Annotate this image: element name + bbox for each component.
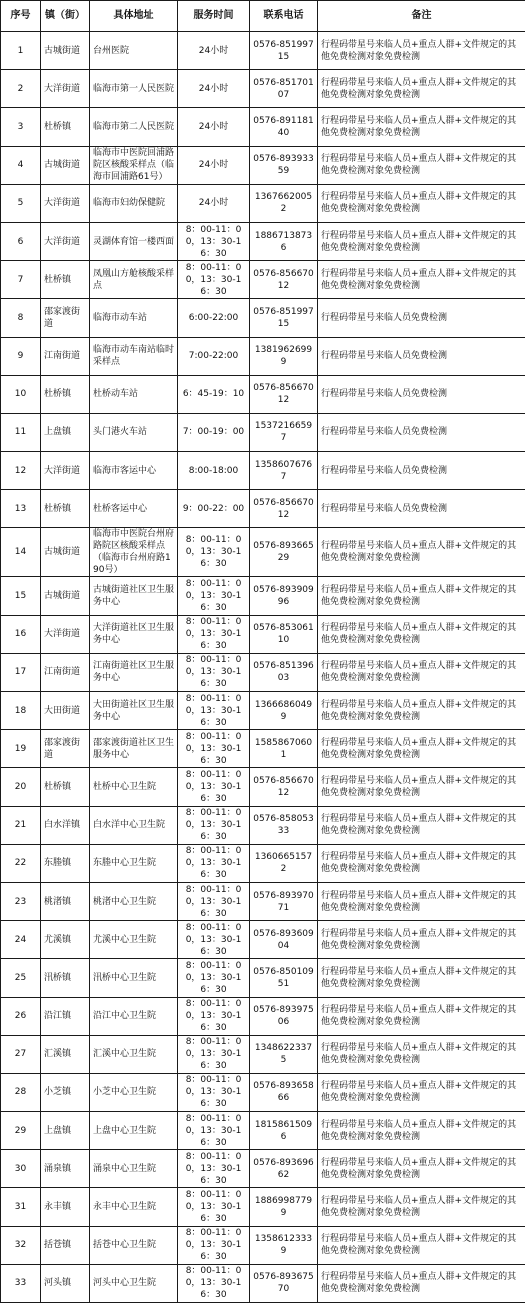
cell-note: 行程码带星号来临人员+重点人群+文件规定的其他免费检测对象免费检测 [318, 997, 525, 1035]
cell-phone: 0576-89397071 [250, 882, 318, 920]
table-row [1, 1035, 525, 1073]
cell-address: 东塍中心卫生院 [90, 844, 178, 882]
cell-service-hours: 8：00-11：00，13：30-16：30 [178, 528, 250, 577]
cell-service-hours: 8：00-11：00，13：30-16：30 [178, 1226, 250, 1264]
cell-service-hours: 24小时 [178, 146, 250, 184]
cell-town: 邵家渡街道 [41, 299, 90, 337]
cell-service-hours: 8：00-11：00，13：30-16：30 [178, 692, 250, 730]
cell-service-hours: 7:00-22:00 [178, 337, 250, 375]
table-row [1, 452, 525, 490]
cell-note: 行程码带星号来临人员+重点人群+文件规定的其他免费检测对象免费检测 [318, 730, 525, 768]
cell-note: 行程码带星号来临人员+重点人群+文件规定的其他免费检测对象免费检测 [318, 1035, 525, 1073]
cell-address: 古城街道社区卫生服务中心 [90, 577, 178, 615]
cell-phone: 0576-89367570 [250, 1264, 318, 1302]
cell-address: 临海市妇幼保健院 [90, 184, 178, 222]
table-row [1, 1264, 525, 1302]
cell-service-hours: 8：00-11：00，13：30-16：30 [178, 768, 250, 806]
cell-address: 杜桥中心卫生院 [90, 768, 178, 806]
cell-address: 小芝中心卫生院 [90, 1073, 178, 1111]
cell-address: 台州医院 [90, 32, 178, 70]
cell-address: 大洋街道社区卫生服务中心 [90, 615, 178, 653]
cell-serial-no: 6 [1, 222, 41, 260]
cell-phone: 0576-89360904 [250, 921, 318, 959]
table-row [1, 1112, 525, 1150]
cell-phone: 13486223375 [250, 1035, 318, 1073]
cell-serial-no: 13 [1, 490, 41, 528]
table-row [1, 730, 525, 768]
table-row [1, 184, 525, 222]
cell-address: 临海市第一人民医院 [90, 70, 178, 108]
cell-address: 杜桥客运中心 [90, 490, 178, 528]
cell-note: 行程码带星号来临人员+重点人群+文件规定的其他免费检测对象免费检测 [318, 261, 525, 299]
cell-service-hours: 24小时 [178, 70, 250, 108]
header-town: 镇（街） [41, 1, 90, 32]
cell-note: 行程码带星号来临人员+重点人群+文件规定的其他免费检测对象免费检测 [318, 921, 525, 959]
cell-service-hours: 24小时 [178, 32, 250, 70]
table-row [1, 959, 525, 997]
cell-address: 临海市客运中心 [90, 452, 178, 490]
cell-town: 古城街道 [41, 528, 90, 577]
table-row [1, 768, 525, 806]
cell-address: 杜桥动车站 [90, 375, 178, 413]
cell-town: 沿江镇 [41, 997, 90, 1035]
cell-service-hours: 8：00-11：00，13：30-16：30 [178, 1035, 250, 1073]
cell-phone: 0576-85010951 [250, 959, 318, 997]
header-serial-no: 序号 [1, 1, 41, 32]
cell-phone: 0576-85667012 [250, 375, 318, 413]
cell-town: 白水洋镇 [41, 806, 90, 844]
header-address: 具体地址 [90, 1, 178, 32]
cell-town: 杜桥镇 [41, 490, 90, 528]
cell-note: 行程码带星号来临人员免费检测 [318, 375, 525, 413]
cell-note: 行程码带星号来临人员+重点人群+文件规定的其他免费检测对象免费检测 [318, 108, 525, 146]
cell-phone: 18867138736 [250, 222, 318, 260]
cell-note: 行程码带星号来临人员免费检测 [318, 299, 525, 337]
cell-address: 江南街道社区卫生服务中心 [90, 653, 178, 691]
cell-phone: 0576-85139603 [250, 653, 318, 691]
cell-serial-no: 9 [1, 337, 41, 375]
cell-address: 凤凰山方舱核酸采样点 [90, 261, 178, 299]
cell-serial-no: 24 [1, 921, 41, 959]
cell-service-hours: 8：00-11：00，13：30-16：30 [178, 1264, 250, 1302]
cell-service-hours: 8：00-11：00，13：30-16：30 [178, 1112, 250, 1150]
cell-serial-no: 33 [1, 1264, 41, 1302]
cell-note: 行程码带星号来临人员+重点人群+文件规定的其他免费检测对象免费检测 [318, 1073, 525, 1111]
cell-service-hours: 24小时 [178, 184, 250, 222]
cell-phone: 13586076767 [250, 452, 318, 490]
cell-town: 古城街道 [41, 32, 90, 70]
cell-note: 行程码带星号来临人员+重点人群+文件规定的其他免费检测对象免费检测 [318, 692, 525, 730]
cell-serial-no: 7 [1, 261, 41, 299]
cell-serial-no: 16 [1, 615, 41, 653]
cell-service-hours: 8：00-11：00，13：30-16：30 [178, 1073, 250, 1111]
cell-note: 行程码带星号来临人员+重点人群+文件规定的其他免费检测对象免费检测 [318, 615, 525, 653]
cell-phone: 0576-89369662 [250, 1150, 318, 1188]
table-row [1, 806, 525, 844]
cell-phone: 0576-85170107 [250, 70, 318, 108]
cell-service-hours: 6:00-22:00 [178, 299, 250, 337]
table-row [1, 844, 525, 882]
cell-note: 行程码带星号来临人员+重点人群+文件规定的其他免费检测对象免费检测 [318, 1226, 525, 1264]
cell-town: 杜桥镇 [41, 768, 90, 806]
cell-note: 行程码带星号来临人员免费检测 [318, 413, 525, 451]
cell-address: 涌泉中心卫生院 [90, 1150, 178, 1188]
cell-service-hours: 6：45-19：10 [178, 375, 250, 413]
cell-serial-no: 8 [1, 299, 41, 337]
cell-service-hours: 8：00-11：00，13：30-16：30 [178, 653, 250, 691]
cell-phone: 0576-85667012 [250, 768, 318, 806]
cell-service-hours: 8：00-11：00，13：30-16：30 [178, 730, 250, 768]
cell-phone: 13586123339 [250, 1226, 318, 1264]
cell-phone: 0576-89365866 [250, 1073, 318, 1111]
cell-town: 大洋街道 [41, 184, 90, 222]
cell-address: 临海市中医院回浦路院区核酸采样点（临海市回浦路61号） [90, 146, 178, 184]
cell-phone: 13676620052 [250, 184, 318, 222]
cell-address: 桃渚中心卫生院 [90, 882, 178, 920]
cell-serial-no: 28 [1, 1073, 41, 1111]
cell-note: 行程码带星号来临人员+重点人群+文件规定的其他免费检测对象免费检测 [318, 70, 525, 108]
cell-serial-no: 4 [1, 146, 41, 184]
cell-address: 临海市动车南站临时采样点 [90, 337, 178, 375]
cell-serial-no: 31 [1, 1188, 41, 1226]
cell-town: 上盘镇 [41, 1112, 90, 1150]
cell-town: 尤溪镇 [41, 921, 90, 959]
table-row [1, 1073, 525, 1111]
cell-town: 永丰镇 [41, 1188, 90, 1226]
cell-serial-no: 32 [1, 1226, 41, 1264]
cell-service-hours: 8：00-11：00，13：30-16：30 [178, 959, 250, 997]
cell-phone: 0576-89366529 [250, 528, 318, 577]
cell-address: 临海市中医院台州府路院区核酸采样点（临海市台州府路190号） [90, 528, 178, 577]
cell-service-hours: 9：00-22：00 [178, 490, 250, 528]
header-row [1, 1, 525, 32]
cell-address: 汇溪中心卫生院 [90, 1035, 178, 1073]
cell-service-hours: 7：00-19：00 [178, 413, 250, 451]
cell-serial-no: 25 [1, 959, 41, 997]
table-row [1, 997, 525, 1035]
cell-serial-no: 2 [1, 70, 41, 108]
table-row [1, 1188, 525, 1226]
table-row [1, 32, 525, 70]
cell-service-hours: 24小时 [178, 108, 250, 146]
cell-town: 大洋街道 [41, 222, 90, 260]
cell-service-hours: 8:00-18:00 [178, 452, 250, 490]
cell-serial-no: 15 [1, 577, 41, 615]
cell-note: 行程码带星号来临人员免费检测 [318, 337, 525, 375]
cell-address: 灵湖体育馆一楼西面 [90, 222, 178, 260]
cell-note: 行程码带星号来临人员+重点人群+文件规定的其他免费检测对象免费检测 [318, 577, 525, 615]
cell-town: 桃渚镇 [41, 882, 90, 920]
cell-address: 河头中心卫生院 [90, 1264, 178, 1302]
cell-town: 江南街道 [41, 337, 90, 375]
cell-town: 江南街道 [41, 653, 90, 691]
cell-service-hours: 8：00-11：00，13：30-16：30 [178, 261, 250, 299]
cell-phone: 0576-85805333 [250, 806, 318, 844]
cell-note: 行程码带星号来临人员+重点人群+文件规定的其他免费检测对象免费检测 [318, 806, 525, 844]
cell-service-hours: 8：00-11：00，13：30-16：30 [178, 577, 250, 615]
table-row [1, 70, 525, 108]
cell-note: 行程码带星号来临人员+重点人群+文件规定的其他免费检测对象免费检测 [318, 653, 525, 691]
cell-phone: 0576-85199715 [250, 299, 318, 337]
cell-town: 东塍镇 [41, 844, 90, 882]
cell-phone: 13666860499 [250, 692, 318, 730]
table-row [1, 653, 525, 691]
cell-phone: 0576-85306110 [250, 615, 318, 653]
cell-phone: 15858670601 [250, 730, 318, 768]
cell-town: 大洋街道 [41, 452, 90, 490]
cell-phone: 0576-85667012 [250, 261, 318, 299]
cell-address: 尤溪中心卫生院 [90, 921, 178, 959]
header-phone: 联系电话 [250, 1, 318, 32]
cell-note: 行程码带星号来临人员+重点人群+文件规定的其他免费检测对象免费检测 [318, 1150, 525, 1188]
cell-town: 括苍镇 [41, 1226, 90, 1264]
cell-town: 古城街道 [41, 577, 90, 615]
cell-note: 行程码带星号来临人员+重点人群+文件规定的其他免费检测对象免费检测 [318, 222, 525, 260]
cell-serial-no: 30 [1, 1150, 41, 1188]
cell-serial-no: 17 [1, 653, 41, 691]
header-service-hours: 服务时间 [178, 1, 250, 32]
cell-note: 行程码带星号来临人员+重点人群+文件规定的其他免费检测对象免费检测 [318, 844, 525, 882]
cell-town: 上盘镇 [41, 413, 90, 451]
table-row [1, 577, 525, 615]
cell-town: 大田街道 [41, 692, 90, 730]
cell-serial-no: 14 [1, 528, 41, 577]
cell-note: 行程码带星号来临人员+重点人群+文件规定的其他免费检测对象免费检测 [318, 32, 525, 70]
table-row [1, 261, 525, 299]
cell-town: 涌泉镇 [41, 1150, 90, 1188]
cell-service-hours: 8：00-11：00，13：30-16：30 [178, 1188, 250, 1226]
table-header [1, 1, 525, 32]
table-row [1, 490, 525, 528]
cell-service-hours: 8：00-11：00，13：30-16：30 [178, 222, 250, 260]
cell-serial-no: 29 [1, 1112, 41, 1150]
cell-serial-no: 27 [1, 1035, 41, 1073]
cell-serial-no: 3 [1, 108, 41, 146]
cell-serial-no: 11 [1, 413, 41, 451]
cell-address: 头门港火车站 [90, 413, 178, 451]
cell-serial-no: 18 [1, 692, 41, 730]
cell-address: 临海市动车站 [90, 299, 178, 337]
cell-service-hours: 8：00-11：00，13：30-16：30 [178, 921, 250, 959]
cell-town: 古城街道 [41, 146, 90, 184]
table-row [1, 692, 525, 730]
cell-note: 行程码带星号来临人员+重点人群+文件规定的其他免费检测对象免费检测 [318, 1264, 525, 1302]
cell-phone: 13606651572 [250, 844, 318, 882]
cell-town: 小芝镇 [41, 1073, 90, 1111]
cell-address: 汛桥中心卫生院 [90, 959, 178, 997]
cell-serial-no: 23 [1, 882, 41, 920]
cell-town: 大洋街道 [41, 70, 90, 108]
cell-phone: 18869987799 [250, 1188, 318, 1226]
cell-service-hours: 8：00-11：00，13：30-16：30 [178, 1150, 250, 1188]
cell-phone: 0576-89397506 [250, 997, 318, 1035]
cell-note: 行程码带星号来临人员+重点人群+文件规定的其他免费检测对象免费检测 [318, 768, 525, 806]
cell-serial-no: 26 [1, 997, 41, 1035]
cell-note: 行程码带星号来临人员+重点人群+文件规定的其他免费检测对象免费检测 [318, 528, 525, 577]
cell-note: 行程码带星号来临人员+重点人群+文件规定的其他免费检测对象免费检测 [318, 1112, 525, 1150]
cell-phone: 0576-85199715 [250, 32, 318, 70]
cell-address: 白水洋中心卫生院 [90, 806, 178, 844]
cell-service-hours: 8：00-11：00，13：30-16：30 [178, 806, 250, 844]
table-row [1, 528, 525, 577]
cell-note: 行程码带星号来临人员+重点人群+文件规定的其他免费检测对象免费检测 [318, 184, 525, 222]
cell-town: 河头镇 [41, 1264, 90, 1302]
cell-phone: 15372166597 [250, 413, 318, 451]
cell-serial-no: 20 [1, 768, 41, 806]
cell-note: 行程码带星号来临人员+重点人群+文件规定的其他免费检测对象免费检测 [318, 882, 525, 920]
cell-address: 邵家渡街道社区卫生服务中心 [90, 730, 178, 768]
header-note: 备注 [318, 1, 525, 32]
cell-service-hours: 8：00-11：00，13：30-16：30 [178, 997, 250, 1035]
table-row [1, 615, 525, 653]
table-row [1, 882, 525, 920]
cell-serial-no: 10 [1, 375, 41, 413]
cell-serial-no: 21 [1, 806, 41, 844]
cell-address: 大田街道社区卫生服务中心 [90, 692, 178, 730]
table-row [1, 1150, 525, 1188]
cell-phone: 0576-89390996 [250, 577, 318, 615]
table-row [1, 108, 525, 146]
cell-phone: 0576-89393359 [250, 146, 318, 184]
cell-town: 汇溪镇 [41, 1035, 90, 1073]
table-row [1, 375, 525, 413]
cell-serial-no: 12 [1, 452, 41, 490]
cell-address: 临海市第二人民医院 [90, 108, 178, 146]
cell-note: 行程码带星号来临人员+重点人群+文件规定的其他免费检测对象免费检测 [318, 1188, 525, 1226]
cell-note: 行程码带星号来临人员免费检测 [318, 490, 525, 528]
cell-town: 邵家渡街道 [41, 730, 90, 768]
cell-serial-no: 22 [1, 844, 41, 882]
table-row [1, 299, 525, 337]
cell-address: 沿江中心卫生院 [90, 997, 178, 1035]
cell-serial-no: 5 [1, 184, 41, 222]
cell-town: 大洋街道 [41, 615, 90, 653]
table-body [1, 32, 525, 1303]
cell-note: 行程码带星号来临人员+重点人群+文件规定的其他免费检测对象免费检测 [318, 959, 525, 997]
cell-address: 上盘中心卫生院 [90, 1112, 178, 1150]
table-row [1, 413, 525, 451]
cell-phone: 18158615096 [250, 1112, 318, 1150]
cell-phone: 0576-89118140 [250, 108, 318, 146]
cell-town: 汛桥镇 [41, 959, 90, 997]
cell-service-hours: 8：00-11：00，13：30-16：30 [178, 615, 250, 653]
cell-phone: 0576-85667012 [250, 490, 318, 528]
cell-note: 行程码带星号来临人员免费检测 [318, 452, 525, 490]
table-row [1, 921, 525, 959]
cell-town: 杜桥镇 [41, 375, 90, 413]
cell-town: 杜桥镇 [41, 261, 90, 299]
cell-service-hours: 8：00-11：00，13：30-16：30 [178, 844, 250, 882]
table-row [1, 146, 525, 184]
cell-serial-no: 19 [1, 730, 41, 768]
cell-note: 行程码带星号来临人员+重点人群+文件规定的其他免费检测对象免费检测 [318, 146, 525, 184]
table-row [1, 337, 525, 375]
cell-serial-no: 1 [1, 32, 41, 70]
cell-service-hours: 8：00-11：00，13：30-16：30 [178, 882, 250, 920]
table-row [1, 1226, 525, 1264]
cell-phone: 13819626999 [250, 337, 318, 375]
cell-address: 括苍中心卫生院 [90, 1226, 178, 1264]
cell-address: 永丰中心卫生院 [90, 1188, 178, 1226]
table-row [1, 222, 525, 260]
cell-town: 杜桥镇 [41, 108, 90, 146]
